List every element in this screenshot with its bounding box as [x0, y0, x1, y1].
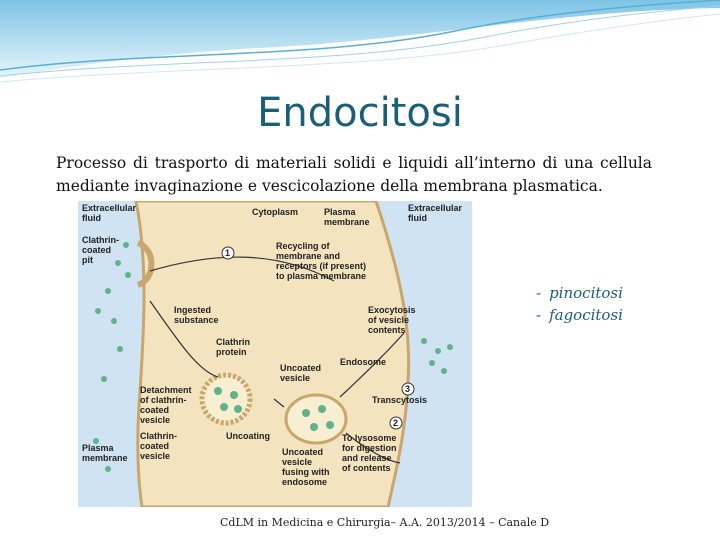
step-2-badge: 2: [393, 418, 399, 428]
bullet-list: [536, 282, 623, 326]
label-uncoated-vesicle-2: vesicle: [280, 373, 311, 383]
label-uncoated-vesicle: Uncoated: [280, 363, 322, 373]
label-lysosome-4: of contents: [342, 463, 391, 473]
label-exocytosis-3: contents: [368, 325, 406, 335]
slide-title: Endocitosi: [257, 90, 463, 136]
label-plasma-membrane-top: Plasma: [324, 207, 356, 217]
label-lysosome-3: and release: [342, 453, 392, 463]
step-3-badge: 3: [405, 384, 411, 394]
label-cytoplasm: Cytoplasm: [252, 207, 299, 217]
endocytosis-diagram: [78, 201, 472, 507]
label-recycling: Recycling of: [276, 241, 330, 251]
label-clathrin-pit-3: pit: [82, 255, 93, 265]
label-recycling-2: membrane and: [276, 251, 341, 261]
label-ingested: Ingested: [174, 305, 212, 315]
step-1-badge: 1: [225, 248, 231, 258]
bullet-pinocitosi: pinocitosi: [549, 284, 623, 302]
label-lysosome-2: for digestion: [342, 443, 397, 453]
label-clathrin-pit-2: coated: [82, 245, 112, 255]
label-plasma-membrane-top-2: membrane: [324, 217, 370, 227]
label-transcytosis: Transcytosis: [372, 395, 428, 405]
label-plasma-membrane-bottom-2: membrane: [82, 453, 128, 463]
label-plasma-membrane-bottom: Plasma: [82, 443, 114, 453]
label-clathrin-pit: Clathrin-: [82, 235, 119, 245]
label-exocytosis: Exocytosis: [368, 305, 416, 315]
label-extracellular-right-2: fluid: [408, 213, 427, 223]
label-extracellular-left: Extracellular: [82, 203, 137, 213]
label-fusing-2: vesicle: [282, 457, 313, 467]
label-fusing-4: endosome: [282, 477, 328, 487]
label-extracellular-left-2: fluid: [82, 213, 101, 223]
label-detachment: Detachment: [140, 385, 192, 395]
bullet-fagocitosi: fagocitosi: [549, 306, 623, 324]
slide-text: Processo di trasporto di materiali solidi e liquidi all’interno di una cellula mediante invaginazione e vescicolazione della membrana plasmatica.: [56, 154, 652, 195]
label-exocytosis-2: of vesicle: [368, 315, 410, 325]
label-clathrin-protein: Clathrin: [216, 337, 251, 347]
bullet-item: - pinocitosi: [536, 284, 623, 302]
label-detachment-2: of clathrin-: [140, 395, 187, 405]
label-fusing-3: fusing with: [282, 467, 330, 477]
label-extracellular-right: Extracellular: [408, 203, 463, 213]
slide-footer: CdLM in Medicina e Chirurgia– A.A. 2013/2014 – Canale D: [220, 516, 550, 529]
label-clathrin-vesicle: Clathrin-: [140, 431, 177, 441]
header-banner: [0, 0, 720, 90]
label-detachment-4: vesicle: [140, 415, 171, 425]
label-ingested-2: substance: [174, 315, 219, 325]
bullet-item: - fagocitosi: [536, 306, 623, 324]
label-detachment-3: coated: [140, 405, 170, 415]
label-uncoating: Uncoating: [226, 431, 270, 441]
label-clathrin-vesicle-2: coated: [140, 441, 170, 451]
label-clathrin-vesicle-3: vesicle: [140, 451, 171, 461]
label-recycling-3: receptors (if present): [276, 261, 367, 271]
label-fusing: Uncoated: [282, 447, 324, 457]
label-endosome: Endosome: [340, 357, 387, 367]
label-lysosome: To lysosome: [342, 433, 397, 443]
label-clathrin-protein-2: protein: [216, 347, 247, 357]
label-recycling-4: to plasma membrane: [276, 271, 367, 281]
